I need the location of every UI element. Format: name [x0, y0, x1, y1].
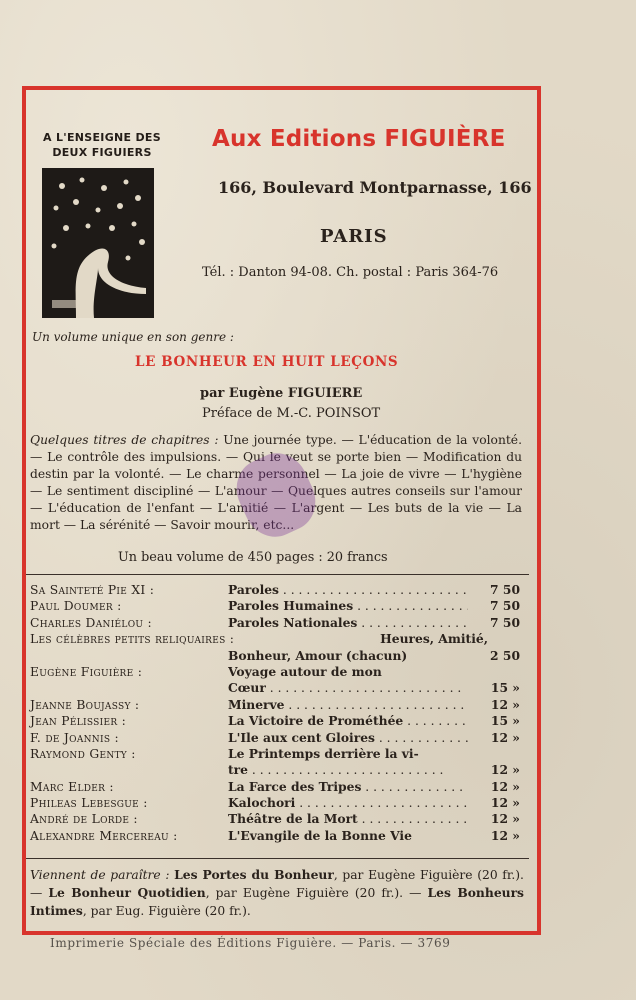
list-item	[30, 730, 528, 746]
announce-text-3: , par Eug. Figuière (20 fr.).	[82, 904, 251, 918]
catalog-title: Voyage autour de mon	[228, 663, 382, 679]
section-divider-top	[26, 574, 529, 575]
list-item	[30, 697, 528, 713]
catalog-price: 12 »	[490, 811, 520, 827]
new-releases-paragraph	[30, 866, 524, 920]
catalog-author: Phileas Lebesgue :	[30, 796, 148, 811]
catalog-price: 12 »	[490, 795, 520, 811]
catalog-title: tre . . .	[228, 762, 468, 778]
catalog-price: 2 50	[490, 647, 520, 663]
catalog-author: Paul Doumer :	[30, 599, 122, 614]
list-item	[30, 664, 528, 680]
catalog-list	[30, 582, 528, 844]
feature-tagline: Un volume unique en son genre :	[32, 330, 234, 344]
list-item	[30, 762, 528, 778]
feature-book-title: LE BONHEUR EN HUIT LEÇONS	[135, 354, 399, 370]
catalog-author: F. de Joannis :	[30, 730, 119, 745]
list-item	[30, 713, 528, 729]
catalog-title: Minerve . . .	[228, 697, 468, 713]
catalog-author: Marc Elder :	[30, 779, 114, 794]
list-item	[30, 811, 528, 827]
chapters-text: Une journée type. — L'éducation de la volonté. — Le contrôle des impulsions. — Qui le veut se porte bien — Modification du destin par la volonté. — Le charme personnel — La joie de vivre — L'hygiène — Le sentiment discipliné — L'amour — Quelques autres conseils sur l'amour — L'éducation de l'enfant — L'amitié — L'argent — Les buts de la vie — La mort — La sérénité — Savoir mourir, etc...	[30, 433, 522, 532]
feature-book-author: par Eugène FIGUIERE	[200, 386, 363, 401]
list-item	[30, 648, 528, 664]
catalog-price: 12 »	[490, 762, 520, 778]
printer-imprint: Imprimerie Spéciale des Éditions Figuière. — Paris. — 3769	[50, 936, 451, 950]
catalog-title: Bonheur, Amour (chacun)	[228, 647, 408, 663]
publisher-phone: Tél. : Danton 94-08. Ch. postal : Paris 364-76	[202, 265, 499, 280]
publisher-city: PARIS	[320, 226, 388, 247]
chapters-label: Quelques titres de chapitres :	[30, 433, 219, 447]
catalog-author: Alexandre Mercereau :	[30, 828, 178, 843]
announce-label: Viennent de paraître :	[30, 868, 170, 882]
list-item	[30, 680, 528, 696]
logo-caption-line1: A L'ENSEIGNE DES	[43, 131, 161, 144]
catalog-title: Le Printemps derrière la vi-	[228, 745, 419, 761]
list-item	[30, 779, 528, 795]
catalog-author: Jeanne Boujassy :	[30, 697, 140, 712]
publisher-address: 166, Boulevard Montparnasse, 166	[218, 178, 532, 197]
catalog-title: Paroles Nationales . . .	[228, 615, 468, 631]
announce-book-2: Le Bonheur Quotidien	[48, 885, 206, 900]
feature-book-preface: Préface de M.-C. POINSOT	[202, 406, 381, 421]
catalog-author: Eugène Figuière :	[30, 664, 143, 679]
catalog-title: La Victoire de Prométhée . . .	[228, 713, 468, 729]
catalog-title: Paroles . . .	[228, 582, 468, 598]
catalog-price: 12 »	[490, 696, 520, 712]
catalog-price: 7 50	[490, 582, 520, 597]
list-item	[30, 598, 528, 614]
catalog-author: Jean Pélissier :	[30, 714, 127, 729]
catalog-title: L'Ile aux cent Gloires . . .	[228, 730, 468, 746]
fig-tree-woodcut-logo	[42, 168, 154, 318]
announce-book-1: Les Portes du Bonheur	[174, 867, 334, 882]
catalog-title: L'Evangile de la Bonne Vie	[228, 827, 412, 843]
announce-book-3: Les Bonheurs Intimes	[30, 885, 524, 918]
catalog-price: 15 »	[490, 713, 520, 729]
catalog-title: Théâtre de la Mort . . .	[228, 811, 468, 827]
catalog-title: Paroles Humaines . . .	[228, 598, 468, 614]
catalog-price: 12 »	[490, 778, 520, 794]
catalog-author: Sa Sainteté Pie XI :	[30, 583, 155, 597]
catalog-price: 7 50	[490, 614, 520, 630]
list-item	[30, 582, 528, 598]
list-item	[30, 631, 528, 647]
catalog-title: Kalochori . . .	[228, 795, 468, 811]
catalog-author: Les célèbres petits reliquaires :	[30, 632, 235, 647]
catalog-price: 7 50	[490, 598, 520, 614]
announce-text-2: , par Eugène Figuière (20 fr.). —	[205, 886, 428, 900]
catalog-author: Charles Daniélou :	[30, 615, 152, 630]
catalog-title: Heures, Amitié,	[380, 631, 488, 647]
section-divider-bottom	[26, 858, 529, 859]
catalog-author: André de Lorde :	[30, 812, 138, 827]
volume-info: Un beau volume de 450 pages : 20 francs	[118, 550, 388, 565]
catalog-price: 12 »	[490, 827, 520, 843]
publisher-name: Aux Editions FIGUIÈRE	[212, 126, 506, 152]
catalog-price: 12 »	[490, 729, 520, 745]
announce-text-1: , par Eugène Figuière (20 fr.). —	[30, 868, 524, 900]
list-item	[30, 828, 528, 844]
list-item	[30, 795, 528, 811]
catalog-title: La Farce des Tripes . . .	[228, 779, 468, 795]
catalog-title: Cœur . . .	[228, 680, 468, 696]
list-item	[30, 746, 528, 762]
logo-caption-line2: DEUX FIGUIERS	[52, 146, 152, 159]
logo-caption	[40, 130, 164, 160]
catalog-author: Raymond Genty :	[30, 746, 136, 761]
catalog-price: 15 »	[490, 680, 520, 696]
list-item	[30, 615, 528, 631]
